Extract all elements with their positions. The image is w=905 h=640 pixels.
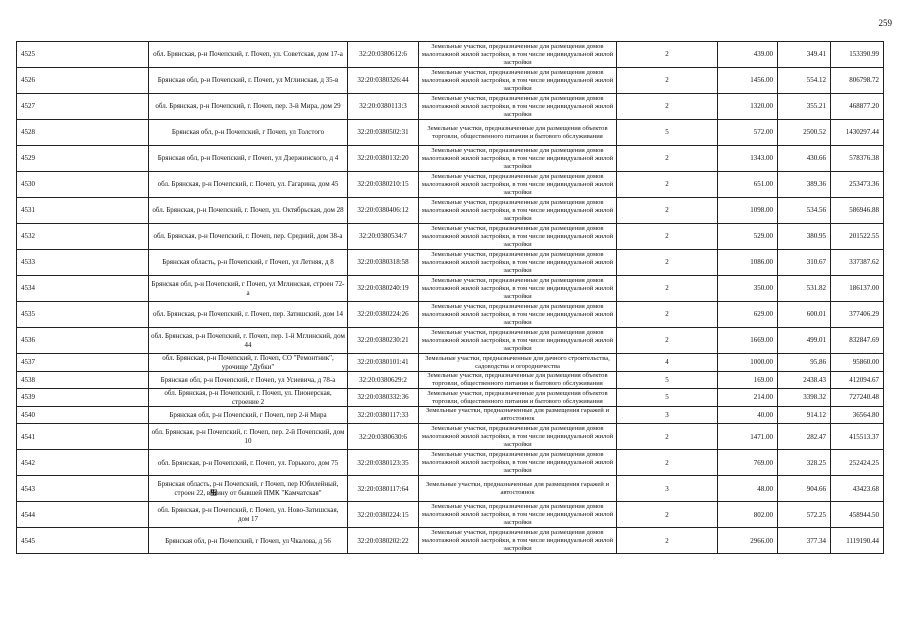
cadastral-number-cell: 32:20:0380332:36 [348,389,419,407]
land-use-cell: Земельные участки, предназначенные для размещения гаражей и автостоянок [419,476,617,502]
cadastral-value-cell: 412094.67 [831,372,884,389]
land-use-cell: Земельные участки, предназначенные для размещения домов малоэтажной жилой застройки, в том числе индивидуальной жилой застройки [419,198,617,224]
table-row [17,172,884,198]
land-use-cell: Земельные участки, предназначенные для размещения домов малоэтажной жилой застройки, в том числе индивидуальной жилой застройки [419,68,617,94]
group-cell: 3 [617,407,718,424]
table-row [17,250,884,276]
unit-value-cell: 499.01 [778,328,831,354]
address-cell: обл. Брянская, р-н Почепский, г. Почеп, пер. 2-й Почепский, дом 10 [149,424,348,450]
cadastral-number-cell: 32:20:0380612:6 [348,42,419,68]
land-use-cell: Земельные участки, предназначенные для размещения домов малоэтажной жилой застройки, в том числе индивидуальной жилой застройки [419,172,617,198]
land-use-cell: Земельные участки, предназначенные для размещения гаражей и автостоянок [419,407,617,424]
land-use-cell: Земельные участки, предназначенные для размещения объектов торговли, общественного питания и бытового обслуживания [419,389,617,407]
address-cell: Брянская обл, р-н Почепский, г Почеп, ул Дзержинского, д 4 [149,146,348,172]
unit-value-cell: 904.66 [778,476,831,502]
table-row [17,224,884,250]
area-cell: 1320.00 [718,94,778,120]
area-cell: 2966.00 [718,528,778,554]
address-cell: Брянская обл, р-н Почепский, г. Почеп, ул Мглинская, д 35-в [149,68,348,94]
cadastral-number-cell: 32:20:0380117:64 [348,476,419,502]
cadastral-value-cell: 186137.00 [831,276,884,302]
address-cell: Брянская обл, р-н Почепский, г Почеп, ул Чкалова, д 56 [149,528,348,554]
unit-value-cell: 572.25 [778,502,831,528]
area-cell: 802.00 [718,502,778,528]
row-number-cell: 4525 [17,42,149,68]
area-cell: 1000.00 [718,354,778,372]
table-body [17,42,884,554]
group-cell: 5 [617,372,718,389]
land-use-cell: Земельные участки, предназначенные для размещения объектов торговли, общественного питания и бытового обслуживания [419,120,617,146]
unit-value-cell: 430.66 [778,146,831,172]
group-cell: 4 [617,354,718,372]
land-use-cell: Земельные участки, предназначенные для размещения объектов торговли, общественного питания и бытового обслуживания [419,372,617,389]
row-number-cell: 4545 [17,528,149,554]
address-cell: обл. Брянская, р-н Почепский, г. Почеп, ул. Октябрьская, дом 28 [149,198,348,224]
row-number-cell: 4541 [17,424,149,450]
row-number-cell: 4539 [17,389,149,407]
table-row [17,328,884,354]
group-cell: 2 [617,198,718,224]
area-cell: 629.00 [718,302,778,328]
group-cell: 2 [617,450,718,476]
row-number-cell: 4536 [17,328,149,354]
row-number-cell: 4530 [17,172,149,198]
address-cell: обл. Брянская, р-н Почепский, г. Почеп, ул. Горького, дом 75 [149,450,348,476]
group-cell: 2 [617,250,718,276]
address-cell: обл. Брянская, р-н Почепский, г. Почеп, ул. Гагарина, дом 45 [149,172,348,198]
area-cell: 1098.00 [718,198,778,224]
land-use-cell: Земельные участки, предназначенные для размещения домов малоэтажной жилой застройки, в том числе индивидуальной жилой застройки [419,276,617,302]
cadastral-number-cell: 32:20:0380534:7 [348,224,419,250]
cadastral-value-cell: 1430297.44 [831,120,884,146]
row-number-cell: 4535 [17,302,149,328]
table-row [17,68,884,94]
cadastral-number-cell: 32:20:0380113:3 [348,94,419,120]
cadastral-number-cell: 32:20:0380101:41 [348,354,419,372]
row-number-cell: 4543 [17,476,149,502]
cadastral-number-cell: 32:20:0380406:12 [348,198,419,224]
area-cell: 529.00 [718,224,778,250]
cadastral-number-cell: 32:20:0380123:35 [348,450,419,476]
land-use-cell: Земельные участки, предназначенные для размещения домов малоэтажной жилой застройки, в том числе индивидуальной жилой застройки [419,528,617,554]
unit-value-cell: 310.67 [778,250,831,276]
cadastral-value-cell: 586946.88 [831,198,884,224]
address-cell: Брянская обл, р-н Почепский, г Почеп, ул Мглинская, строен 72-а [149,276,348,302]
address-cell: обл. Брянская, р-н Почепский, г. Почеп, ул. Пионерская, строение 2 [149,389,348,407]
group-cell: 2 [617,94,718,120]
group-cell: 2 [617,146,718,172]
cadastral-number-cell: 32:20:0380629:2 [348,372,419,389]
cadastral-number-cell: 32:20:0380117:33 [348,407,419,424]
cadastral-number-cell: 32:20:0380224:26 [348,302,419,328]
row-number-cell: 4534 [17,276,149,302]
cadastral-value-cell: 337387.62 [831,250,884,276]
cadastral-value-cell: 1119190.44 [831,528,884,554]
cadastral-value-cell: 252424.25 [831,450,884,476]
land-use-cell: Земельные участки, предназначенные для дачного строительства, садоводства и огородничества [419,354,617,372]
unit-value-cell: 534.56 [778,198,831,224]
area-cell: 1471.00 [718,424,778,450]
row-number-cell: 4544 [17,502,149,528]
group-cell: 2 [617,502,718,528]
land-use-cell: Земельные участки, предназначенные для размещения домов малоэтажной жилой застройки, в том числе индивидуальной жилой застройки [419,94,617,120]
area-cell: 769.00 [718,450,778,476]
cadastral-number-cell: 32:20:0380230:21 [348,328,419,354]
table-row [17,372,884,389]
unit-value-cell: 3398.32 [778,389,831,407]
area-cell: 651.00 [718,172,778,198]
address-cell: Брянская область, р-н Почепский, г Почеп, пер Юбилейный, строен 22, в኿ину от бывшей ПМК "Камчатская" [149,476,348,502]
cadastral-value-cell: 201522.55 [831,224,884,250]
cadastral-value-cell: 95860.00 [831,354,884,372]
table-row [17,120,884,146]
group-cell: 3 [617,476,718,502]
unit-value-cell: 531.82 [778,276,831,302]
cadastral-value-cell: 578376.38 [831,146,884,172]
unit-value-cell: 328.25 [778,450,831,476]
land-use-cell: Земельные участки, предназначенные для размещения домов малоэтажной жилой застройки, в том числе индивидуальной жилой застройки [419,502,617,528]
row-number-cell: 4538 [17,372,149,389]
cadastral-value-cell: 36564.80 [831,407,884,424]
area-cell: 48.00 [718,476,778,502]
table-row [17,450,884,476]
cadastral-number-cell: 32:20:0380224:15 [348,502,419,528]
unit-value-cell: 2500.52 [778,120,831,146]
cadastral-number-cell: 32:20:0380132:20 [348,146,419,172]
unit-value-cell: 914.12 [778,407,831,424]
group-cell: 2 [617,528,718,554]
address-cell: обл. Брянская, р-н Почепский, г. Почеп, пер. 1-й Мглинский, дом 44 [149,328,348,354]
table-row [17,528,884,554]
address-cell: обл. Брянская, р-н Почепский, г. Почеп, пер. Средний, дом 38-а [149,224,348,250]
land-use-cell: Земельные участки, предназначенные для размещения домов малоэтажной жилой застройки, в том числе индивидуальной жилой застройки [419,224,617,250]
unit-value-cell: 380.95 [778,224,831,250]
group-cell: 2 [617,172,718,198]
unit-value-cell: 554.12 [778,68,831,94]
cadastral-value-cell: 153390.99 [831,42,884,68]
unit-value-cell: 282.47 [778,424,831,450]
group-cell: 2 [617,224,718,250]
cadastral-number-cell: 32:20:0380240:19 [348,276,419,302]
table-row [17,94,884,120]
group-cell: 2 [617,42,718,68]
table-row [17,42,884,68]
row-number-cell: 4529 [17,146,149,172]
table-row [17,354,884,372]
land-use-cell: Земельные участки, предназначенные для размещения домов малоэтажной жилой застройки, в том числе индивидуальной жилой застройки [419,328,617,354]
address-cell: обл. Брянская, р-н Почепский, г. Почеп, ул. Советская, дом 17-а [149,42,348,68]
unit-value-cell: 95.86 [778,354,831,372]
cadastral-value-cell: 253473.36 [831,172,884,198]
area-cell: 1343.00 [718,146,778,172]
address-cell: Брянская обл, р-н Почепский, г Почеп, ул Усиевича, д 78-а [149,372,348,389]
area-cell: 350.00 [718,276,778,302]
cadastral-value-cell: 727240.48 [831,389,884,407]
unit-value-cell: 2438.43 [778,372,831,389]
row-number-cell: 4537 [17,354,149,372]
land-use-cell: Земельные участки, предназначенные для размещения домов малоэтажной жилой застройки, в том числе индивидуальной жилой застройки [419,302,617,328]
area-cell: 1086.00 [718,250,778,276]
land-use-cell: Земельные участки, предназначенные для размещения домов малоэтажной жилой застройки, в том числе индивидуальной жилой застройки [419,450,617,476]
area-cell: 169.00 [718,372,778,389]
area-cell: 1669.00 [718,328,778,354]
cadastral-value-cell: 806798.72 [831,68,884,94]
table-row [17,389,884,407]
page-number: 259 [878,18,892,28]
cadastral-value-cell: 468877.20 [831,94,884,120]
table-row [17,198,884,224]
row-number-cell: 4542 [17,450,149,476]
row-number-cell: 4533 [17,250,149,276]
address-cell: обл. Брянская, р-н Почепский, г. Почеп, пер. 3-й Мира, дом 29 [149,94,348,120]
land-use-cell: Земельные участки, предназначенные для размещения домов малоэтажной жилой застройки, в том числе индивидуальной жилой застройки [419,146,617,172]
address-cell: обл. Брянская, р-н Почепский, г. Почеп, пер. Затишский, дом 14 [149,302,348,328]
area-cell: 214.00 [718,389,778,407]
table-row [17,502,884,528]
cadastral-number-cell: 32:20:0380210:15 [348,172,419,198]
group-cell: 2 [617,328,718,354]
cadastral-number-cell: 32:20:0380630:6 [348,424,419,450]
address-cell: Брянская обл, р-н Почепский, г Почеп, ул Толстого [149,120,348,146]
group-cell: 2 [617,302,718,328]
unit-value-cell: 389.36 [778,172,831,198]
unit-value-cell: 377.34 [778,528,831,554]
row-number-cell: 4526 [17,68,149,94]
cadastral-number-cell: 32:20:0380318:58 [348,250,419,276]
row-number-cell: 4532 [17,224,149,250]
address-cell: обл. Брянская, р-н Почепский, г. Почеп, ул. Ново-Затишская, дом 17 [149,502,348,528]
address-cell: Брянская область, р-н Почепский, г Почеп, ул Летняя, д 8 [149,250,348,276]
cadastral-number-cell: 32:20:0380202:22 [348,528,419,554]
area-cell: 439.00 [718,42,778,68]
group-cell: 5 [617,120,718,146]
group-cell: 2 [617,424,718,450]
cadastral-value-cell: 377406.29 [831,302,884,328]
unit-value-cell: 600.01 [778,302,831,328]
table-row [17,407,884,424]
cadastral-value-cell: 415513.37 [831,424,884,450]
address-cell: обл. Брянская, р-н Почепский, г. Почеп, СО "Ремонтник", урочище "Дубки" [149,354,348,372]
group-cell: 2 [617,68,718,94]
group-cell: 2 [617,276,718,302]
unit-value-cell: 355.21 [778,94,831,120]
table-row [17,276,884,302]
area-cell: 1456.00 [718,68,778,94]
unit-value-cell: 349.41 [778,42,831,68]
row-number-cell: 4540 [17,407,149,424]
cadastral-number-cell: 32:20:0380326:44 [348,68,419,94]
cadastral-value-cell: 458944.50 [831,502,884,528]
land-use-cell: Земельные участки, предназначенные для размещения домов малоэтажной жилой застройки, в том числе индивидуальной жилой застройки [419,250,617,276]
table-row [17,302,884,328]
cadastral-value-cell: 43423.68 [831,476,884,502]
cadastral-value-table [16,41,884,554]
area-cell: 40.00 [718,407,778,424]
row-number-cell: 4527 [17,94,149,120]
row-number-cell: 4528 [17,120,149,146]
group-cell: 5 [617,389,718,407]
row-number-cell: 4531 [17,198,149,224]
area-cell: 572.00 [718,120,778,146]
table-row [17,146,884,172]
cadastral-value-cell: 832847.69 [831,328,884,354]
table-row [17,424,884,450]
land-use-cell: Земельные участки, предназначенные для размещения домов малоэтажной жилой застройки, в том числе индивидуальной жилой застройки [419,424,617,450]
address-cell: Брянская обл, р-н Почепский, г Почеп, пер 2-й Мира [149,407,348,424]
cadastral-number-cell: 32:20:0380502:31 [348,120,419,146]
land-use-cell: Земельные участки, предназначенные для размещения домов малоэтажной жилой застройки, в том числе индивидуальной жилой застройки [419,42,617,68]
table-row [17,476,884,502]
